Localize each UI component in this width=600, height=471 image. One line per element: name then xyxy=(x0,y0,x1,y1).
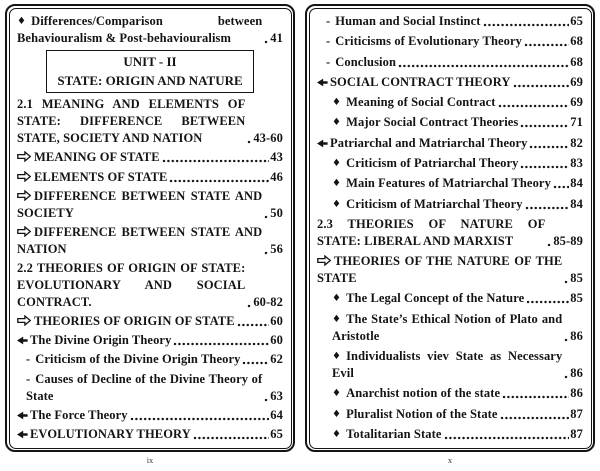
left-arrow-icon xyxy=(17,426,28,443)
entry-text: THEORIES OF THE NATURE OF THE STATE xyxy=(317,254,563,286)
dot-leader xyxy=(500,416,570,420)
entry-text: ♦ Criticism of Matriarchal Theory xyxy=(332,196,523,211)
entry-page-number: 86 xyxy=(570,365,583,380)
dot-leader xyxy=(524,43,569,47)
entry-page-number: 87 xyxy=(570,406,583,421)
white-arrow-icon xyxy=(17,313,31,330)
left-arrow-icon xyxy=(317,135,328,152)
entry-text: ♦ Differences/Comparison between Behaviouralism & Post-behaviouralism xyxy=(17,14,263,45)
toc-entry xyxy=(17,351,283,368)
entry-page-number: 46 xyxy=(270,169,283,184)
entry-text: ♦ Meaning of Social Contract xyxy=(332,95,496,110)
entry-text: 2.3 THEORIES OF NATURE OF STATE: LIBERAL AND MARXIST xyxy=(317,216,546,248)
entry-text: - Criticism of the Divine Origin Theory xyxy=(26,352,241,367)
diamond-icon: ♦ xyxy=(332,117,342,129)
toc-entry xyxy=(17,332,283,349)
diamond-icon: ♦ xyxy=(332,198,342,210)
entry-text: ♦ The State’s Ethical Notion of Plato and Aristotle xyxy=(332,311,563,343)
dot-leader xyxy=(520,165,569,169)
diamond-icon: ♦ xyxy=(332,157,342,169)
dot-leader xyxy=(526,300,569,304)
entry-text: ♦ Anarchist notion of the state xyxy=(332,386,501,401)
dot-leader xyxy=(264,251,269,255)
dot-leader xyxy=(483,23,570,27)
page-border-left xyxy=(5,4,295,452)
entry-text: THEORIES OF ORIGIN OF STATE xyxy=(17,313,235,330)
entry-text: ♦ Criticism of Patriarchal Theory xyxy=(332,155,519,170)
toc-entry xyxy=(317,426,583,443)
toc-entry xyxy=(17,13,283,47)
toc-entry xyxy=(17,313,283,330)
toc-entry xyxy=(317,175,583,192)
entry-page-number: 84 xyxy=(570,176,583,191)
dot-leader xyxy=(247,140,252,144)
dot-leader xyxy=(529,145,569,149)
diamond-icon: ♦ xyxy=(332,293,342,305)
entry-page-number: 64 xyxy=(270,407,283,422)
toc-page-right xyxy=(305,4,595,471)
dot-leader xyxy=(564,280,569,284)
toc-entry xyxy=(317,54,583,71)
entry-page-number: 68 xyxy=(570,34,583,49)
entry-page-number: 83 xyxy=(570,155,583,170)
dash-icon: - xyxy=(326,54,331,69)
entry-page-number: 65 xyxy=(270,426,283,441)
entry-page-number: 60 xyxy=(270,333,283,348)
entry-page-number: 69 xyxy=(570,74,583,89)
toc-entry xyxy=(17,188,283,222)
dot-leader xyxy=(237,323,270,327)
entry-text: The Divine Origin Theory xyxy=(17,332,171,349)
entry-text: Patriarchal and Matriarchal Theory xyxy=(317,135,527,152)
white-arrow-icon xyxy=(17,188,31,205)
toc-list-left xyxy=(11,10,289,446)
entry-text: ♦ Pluralist Notion of the State xyxy=(332,406,498,421)
dot-leader xyxy=(264,398,269,402)
toc-entry xyxy=(317,33,583,50)
toc-entry xyxy=(17,371,283,405)
dot-leader xyxy=(502,395,569,399)
white-arrow-icon xyxy=(317,253,331,270)
entry-page-number: 43 xyxy=(270,150,283,165)
unit-heading-box xyxy=(46,50,253,93)
entry-text: - Conclusion xyxy=(326,54,397,69)
entry-text: ♦ Individualists viev State as Necessary Evil xyxy=(332,348,563,380)
entry-page-number: 85 xyxy=(570,271,583,286)
entry-text: MEANING OF STATE xyxy=(17,149,160,166)
white-arrow-icon xyxy=(17,169,31,186)
dot-leader xyxy=(525,206,570,210)
entry-text: ♦ Major Social Contract Theories xyxy=(332,115,519,130)
entry-page-number: 62 xyxy=(270,352,283,367)
white-arrow-icon xyxy=(17,149,31,166)
toc-section-heading xyxy=(17,96,283,147)
entry-text: - Criticisms of Evolutionary Theory xyxy=(326,34,523,49)
toc-entry xyxy=(317,135,583,152)
toc-entry xyxy=(317,13,583,30)
dash-icon: - xyxy=(26,352,31,367)
dot-leader xyxy=(398,64,569,68)
toc-entry xyxy=(17,149,283,166)
dash-icon: - xyxy=(326,14,331,28)
entry-text: The Force Theory xyxy=(17,407,128,424)
entry-text: 2.2 THEORIES OF ORIGIN OF STATE: EVOLUTIONARY AND SOCIAL CONTRACT. xyxy=(17,260,246,309)
entry-page-number: 41 xyxy=(270,31,283,45)
diamond-icon: ♦ xyxy=(332,388,342,400)
entry-page-number: 56 xyxy=(270,241,283,256)
unit-heading-line: UNIT - II xyxy=(123,54,177,70)
toc-entry xyxy=(317,290,583,307)
toc-section-heading xyxy=(17,260,283,311)
dot-leader xyxy=(520,124,569,128)
entry-page-number: 69 xyxy=(570,95,583,110)
entry-page-number: 60 xyxy=(270,314,283,329)
dot-leader xyxy=(130,417,270,421)
entry-page-number: 84 xyxy=(570,196,583,211)
dot-leader xyxy=(564,338,569,342)
toc-page-left xyxy=(5,4,295,471)
entry-page-number: 60-82 xyxy=(253,294,283,309)
entry-page-number: 85 xyxy=(570,291,583,306)
diamond-icon: ♦ xyxy=(17,16,27,27)
unit-heading-line: STATE: ORIGIN AND NATURE xyxy=(57,73,243,89)
entry-page-number: 82 xyxy=(570,135,583,150)
toc-entry xyxy=(317,155,583,172)
toc-entry xyxy=(317,253,583,287)
entry-page-number: 50 xyxy=(270,205,283,220)
toc-section-heading xyxy=(317,216,583,250)
dot-leader xyxy=(264,40,269,44)
dot-leader xyxy=(242,361,269,365)
entry-text: DIFFERENCE BETWEEN STATE AND SOCIETY xyxy=(17,188,263,220)
entry-page-number: 86 xyxy=(570,328,583,343)
toc-entry xyxy=(17,407,283,424)
diamond-icon: ♦ xyxy=(332,97,342,109)
toc-entry xyxy=(317,114,583,131)
entry-page-number: 68 xyxy=(570,54,583,69)
entry-text: ♦ The Legal Concept of the Nature xyxy=(332,291,525,306)
entry-text: EVOLUTIONARY THEORY xyxy=(17,426,191,443)
white-arrow-icon xyxy=(17,224,31,241)
toc-entry xyxy=(17,224,283,258)
dot-leader xyxy=(498,104,570,108)
diamond-icon: ♦ xyxy=(332,408,342,420)
dot-leader xyxy=(247,304,252,308)
diamond-icon: ♦ xyxy=(332,178,342,190)
entry-page-number: 71 xyxy=(570,115,583,130)
entry-text: ♦ Main Features of Matriarchal Theory xyxy=(332,176,551,191)
entry-page-number: 87 xyxy=(570,426,583,441)
entry-page-number: 63 xyxy=(270,388,283,403)
toc-list-right xyxy=(311,10,589,446)
toc-entry xyxy=(317,406,583,423)
left-arrow-icon xyxy=(17,332,28,349)
dot-leader xyxy=(547,243,552,247)
entry-text: DIFFERENCE BETWEEN STATE AND NATION xyxy=(17,224,263,256)
entry-page-number: 43-60 xyxy=(253,131,283,146)
entry-page-number: 65 xyxy=(570,14,583,28)
toc-entry xyxy=(17,426,283,443)
dot-leader xyxy=(264,215,269,219)
toc-entry xyxy=(317,196,583,213)
toc-entry xyxy=(317,74,583,91)
left-arrow-icon xyxy=(17,407,28,424)
dash-icon: - xyxy=(26,371,31,386)
entry-text: - Causes of Decline of the Divine Theory of State xyxy=(26,371,263,403)
entry-text: ELEMENTS OF STATE xyxy=(17,169,167,186)
diamond-icon: ♦ xyxy=(332,350,342,362)
toc-entry xyxy=(17,169,283,186)
diamond-icon: ♦ xyxy=(332,313,342,325)
dot-leader xyxy=(564,375,569,379)
dot-leader xyxy=(553,185,569,189)
entry-page-number: 86 xyxy=(570,386,583,401)
dot-leader xyxy=(173,342,269,346)
toc-entry xyxy=(317,311,583,345)
dot-leader xyxy=(169,179,269,183)
dot-leader xyxy=(444,436,570,440)
dot-leader xyxy=(513,84,570,88)
entry-text: ♦ Totalitarian State xyxy=(332,426,442,441)
entry-page-number: 85-89 xyxy=(553,233,583,248)
entry-text: SOCIAL CONTRACT THEORY xyxy=(317,74,511,91)
dot-leader xyxy=(162,159,270,163)
diamond-icon: ♦ xyxy=(332,428,342,440)
page-folio-left: ix xyxy=(146,455,154,465)
entry-text: 2.1 MEANING AND ELEMENTS OF STATE: DIFFERENCE BETWEEN STATE, SOCIETY AND NATION xyxy=(17,97,246,146)
page-folio-right: x xyxy=(447,455,453,465)
toc-entry xyxy=(317,94,583,111)
entry-text: - Human and Social Instinct xyxy=(326,14,481,28)
left-arrow-icon xyxy=(317,74,328,91)
dash-icon: - xyxy=(326,34,331,49)
page-border-right xyxy=(305,4,595,452)
dot-leader xyxy=(193,436,269,440)
toc-entry xyxy=(317,348,583,382)
toc-entry xyxy=(317,385,583,402)
